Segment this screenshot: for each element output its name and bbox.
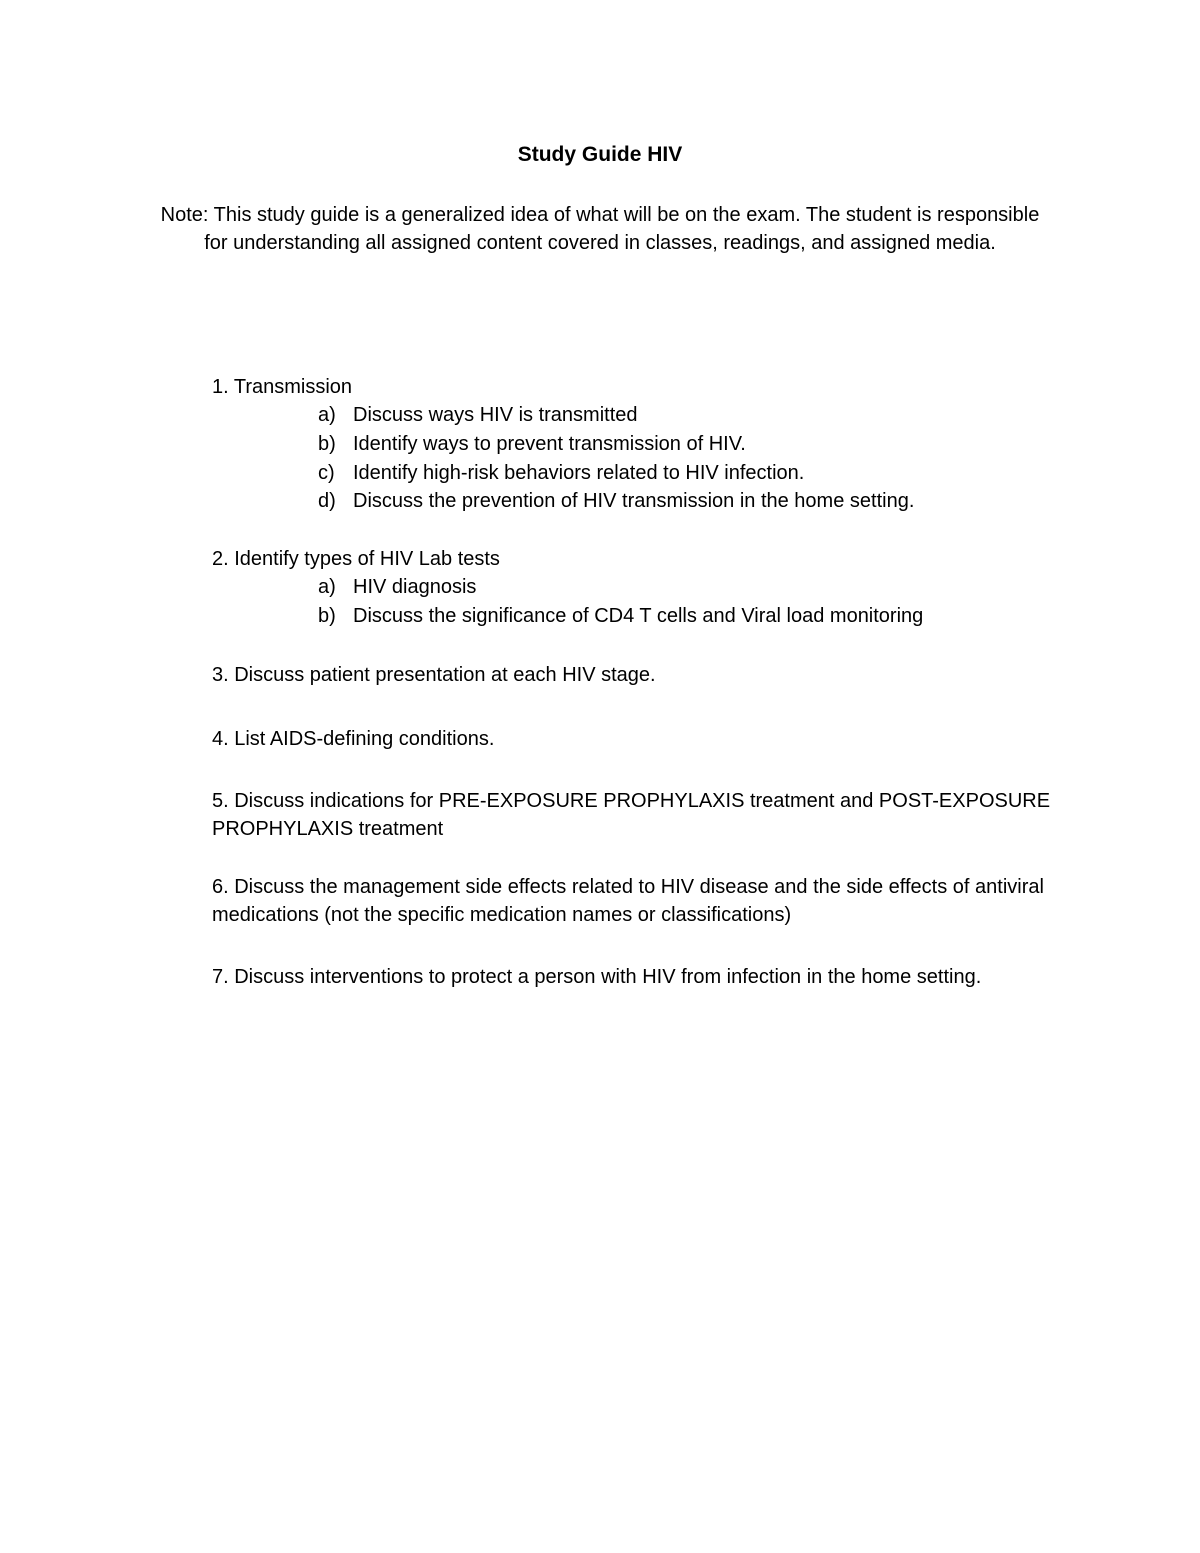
document-note: Note: This study guide is a generalized idea of what will be on the exam. The student is responsible for understanding all assigned content covered in classes, readings, and assigned media.	[160, 204, 1040, 254]
document-title: Study Guide HIV	[517, 143, 683, 166]
list-marker: a)	[318, 576, 336, 598]
section-7-heading: 7. Discuss interventions to protect a person with HIV from infection in the home setting.	[212, 966, 982, 988]
list-marker: d)	[318, 490, 336, 512]
section-1-item-b	[318, 430, 1078, 458]
section-2-item-b	[318, 602, 1078, 630]
section-5-heading: 5. Discuss indications for PRE-EXPOSURE PROPHYLAXIS treatment and POST-EXPOSURE PROPHYLAXIS treatment	[212, 790, 1051, 840]
list-item-text: Identify ways to prevent transmission of HIV.	[353, 433, 746, 455]
section-1-heading: 1. Transmission	[212, 376, 353, 398]
list-item-text: Discuss the prevention of HIV transmission in the home setting.	[353, 490, 915, 512]
section-1-item-c	[318, 459, 1078, 487]
section-2-item-a	[318, 573, 1078, 601]
list-item-text: HIV diagnosis	[353, 576, 477, 598]
list-item-text: Discuss the significance of CD4 T cells and Viral load monitoring	[353, 605, 924, 627]
list-marker: a)	[318, 404, 336, 426]
section-6-heading: 6. Discuss the management side effects related to HIV disease and the side effects of antiviral medications (not the specific medication names or classifications)	[212, 876, 1044, 926]
section-3-heading: 3. Discuss patient presentation at each HIV stage.	[212, 664, 656, 686]
section-1-item-d	[318, 487, 1078, 515]
section-2-heading: 2. Identify types of HIV Lab tests	[212, 548, 500, 570]
list-item-text: Discuss ways HIV is transmitted	[353, 404, 638, 426]
section-4-heading: 4. List AIDS-defining conditions.	[212, 728, 495, 750]
list-marker: b)	[318, 605, 336, 627]
section-1-item-a	[318, 401, 1078, 429]
list-item-text: Identify high-risk behaviors related to HIV infection.	[353, 462, 805, 484]
list-marker: c)	[318, 462, 335, 484]
list-marker: b)	[318, 433, 336, 455]
